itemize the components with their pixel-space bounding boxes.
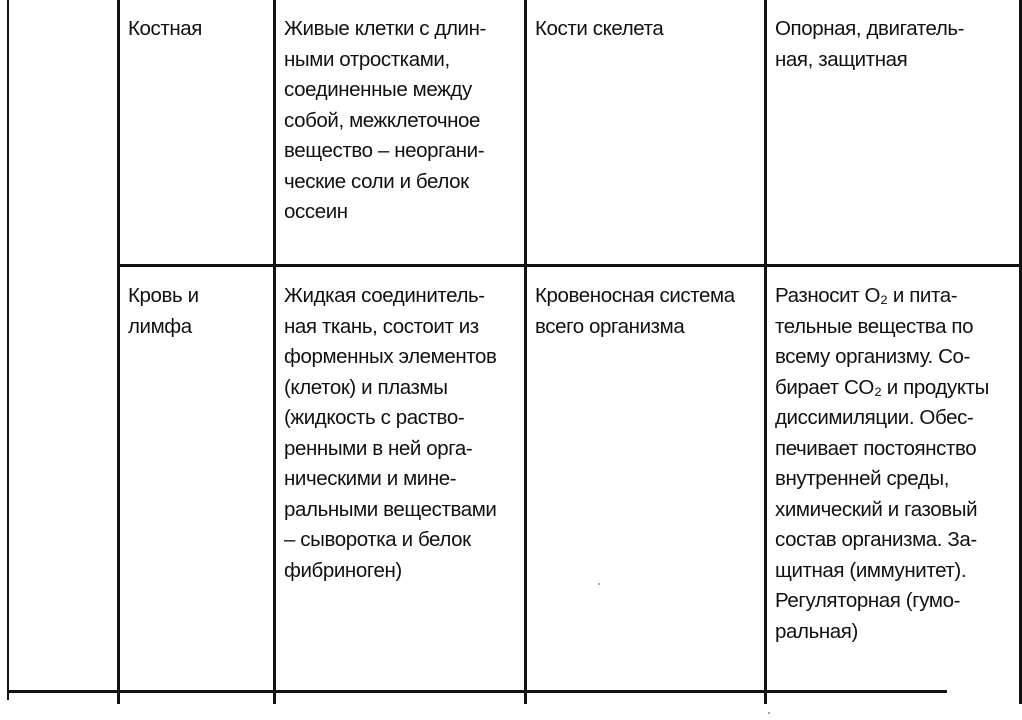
cell-line: Регуляторная (гумо- bbox=[775, 589, 961, 612]
cell-line: собой, межклеточное bbox=[284, 108, 481, 132]
cell-line: (жидкость с раство- bbox=[284, 406, 465, 429]
cell-line: ческие соли и белок bbox=[284, 169, 469, 193]
cell-functions bbox=[766, 266, 1021, 705]
cell-line: фибриноген) bbox=[284, 558, 402, 582]
cell-location bbox=[526, 0, 766, 266]
cell-line: ренными в ней орга- bbox=[284, 436, 473, 460]
cell-line: соединенные между bbox=[284, 78, 472, 101]
cell-location bbox=[526, 266, 766, 705]
tissue-table bbox=[117, 0, 1022, 704]
cell-line: ральная) bbox=[775, 619, 858, 643]
cell-line: Жидкая соединитель- bbox=[284, 284, 485, 307]
cell-tissue-name bbox=[119, 266, 275, 705]
cell-tissue-name bbox=[119, 0, 275, 266]
cell-line: Живые клетки с длин- bbox=[284, 17, 486, 40]
table-bottom-rule bbox=[7, 690, 947, 693]
cell-line: бирает CO₂ и продукты bbox=[775, 375, 989, 399]
cell-line: ная ткань, состоит из bbox=[284, 314, 479, 338]
cell-line: всего организма bbox=[535, 314, 685, 338]
cell-structure bbox=[275, 0, 526, 266]
scan-speck bbox=[598, 583, 600, 585]
cell-structure bbox=[275, 266, 526, 705]
cell-line: форменных элементов bbox=[284, 345, 497, 368]
cell-line: тельные вещества по bbox=[775, 314, 974, 338]
cell-line: щитная (иммунитет). bbox=[775, 558, 967, 582]
cell-line: внутренней среды, bbox=[775, 467, 950, 490]
cell-line: ными отростками, bbox=[284, 47, 450, 71]
cell-line: ная, защитная bbox=[775, 47, 908, 71]
scan-speck bbox=[768, 712, 770, 714]
cell-functions bbox=[766, 0, 1021, 266]
cell-line: Кровеносная система bbox=[535, 284, 735, 307]
page-left-rule bbox=[7, 0, 9, 700]
cell-line: Кровь и bbox=[128, 284, 199, 307]
cell-line: Опорная, двигатель- bbox=[775, 17, 965, 40]
cell-line: всему организму. Со- bbox=[775, 345, 970, 368]
cell-line: ническими и мине- bbox=[284, 467, 457, 490]
cell-line: оссеин bbox=[284, 200, 348, 223]
cell-line: – сыворотка и белок bbox=[284, 528, 471, 551]
cell-line: Разносит O₂ и пита- bbox=[775, 284, 958, 307]
cell-line: Кости скелета bbox=[535, 17, 664, 40]
cell-line: вещество – неоргани- bbox=[284, 139, 485, 162]
table-row-bone bbox=[119, 0, 1021, 266]
cell-line: (клеток) и плазмы bbox=[284, 375, 448, 399]
cell-line: состав организма. За- bbox=[775, 528, 977, 551]
cell-line: химический и газовый bbox=[775, 497, 978, 521]
cell-line: печивает постоянство bbox=[775, 436, 977, 460]
table-row-blood bbox=[119, 266, 1021, 705]
cell-line: лимфа bbox=[128, 314, 192, 338]
cell-line: ральными веществами bbox=[284, 497, 497, 521]
cell-line: Костная bbox=[128, 17, 203, 40]
cell-line: диссимиляции. Обес- bbox=[775, 406, 974, 429]
